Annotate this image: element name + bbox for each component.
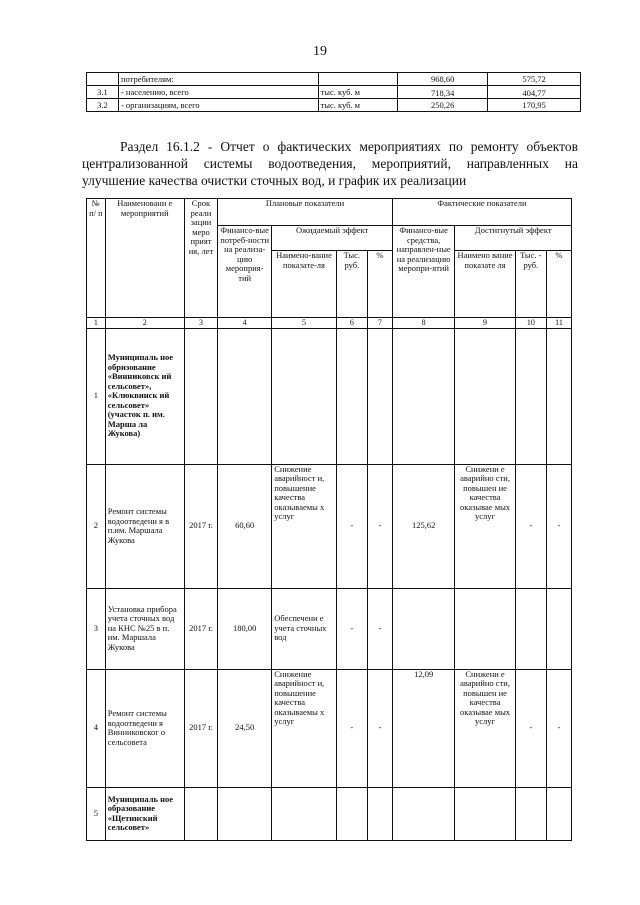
- index-cell: 4: [218, 318, 272, 329]
- top-table-row: [87, 73, 581, 86]
- cell-act-pct: [546, 328, 571, 464]
- cell-name: Муниципаль ное образование «Щетинский сельсовет»: [105, 787, 184, 840]
- header-planned: Плановые показатели: [218, 199, 393, 226]
- top-cell-name: потребителям:: [118, 73, 318, 86]
- top-cell-unit: тыс. куб. м: [318, 99, 398, 112]
- top-cell-v2: 170,95: [488, 99, 581, 112]
- page-number: 19: [313, 44, 327, 59]
- table-row: [87, 669, 572, 787]
- cell-act-rub: -: [515, 464, 546, 588]
- index-cell: 1: [87, 318, 106, 329]
- cell-num: 1: [87, 328, 106, 464]
- cell-num: 4: [87, 669, 106, 787]
- index-cell: 8: [392, 318, 454, 329]
- cell-act-pct: -: [546, 464, 571, 588]
- top-cell-v2: 404,77: [488, 86, 581, 99]
- cell-act-fin: [392, 787, 454, 840]
- cell-term: [184, 328, 217, 464]
- header-num: № п/ п: [87, 199, 106, 318]
- top-cell-num: 3.1: [87, 86, 119, 99]
- top-cell-num: [87, 73, 119, 86]
- cell-act-fin: [392, 328, 454, 464]
- top-cell-v1: 968,60: [398, 73, 488, 86]
- cell-plan-name: Снижение аварийност и, повышение качества оказываемы х услуг: [272, 464, 337, 588]
- cell-act-rub: [515, 787, 546, 840]
- cell-act-pct: [546, 588, 571, 669]
- cell-plan-rub: [336, 787, 367, 840]
- index-cell: 2: [105, 318, 184, 329]
- cell-plan-name: [272, 787, 337, 840]
- index-cell: 5: [272, 318, 337, 329]
- header-act-eff-name: Наимено вание показате ля: [455, 251, 515, 318]
- cell-plan-fin: 24,50: [218, 669, 272, 787]
- header-actual: Фактические показатели: [392, 199, 571, 226]
- top-table: [86, 72, 581, 112]
- cell-num: 5: [87, 787, 106, 840]
- header-plan-eff-rub: Тыс. руб.: [336, 251, 367, 318]
- table-row: [87, 787, 572, 840]
- cell-act-name: [455, 328, 515, 464]
- header-act-eff-pct: %: [546, 251, 571, 318]
- cell-plan-fin: [218, 787, 272, 840]
- header-act-eff-rub: Тыс. - руб.: [515, 251, 546, 318]
- header-plan-eff-pct: %: [367, 251, 392, 318]
- cell-num: 2: [87, 464, 106, 588]
- section-heading: [82, 138, 578, 189]
- table-row: [87, 328, 572, 464]
- cell-plan-pct: -: [367, 588, 392, 669]
- header-act-fin: Финансо-вые средства, направлен-ные на реализацию меропри-ятий: [392, 226, 454, 318]
- header-plan-effect: Ожидаемый эффект: [272, 226, 393, 251]
- cell-plan-fin: 180,00: [218, 588, 272, 669]
- index-row: [87, 318, 572, 329]
- header-term: Срок реали зации меро прият ия, лет: [184, 199, 217, 318]
- cell-plan-name: Обеспечени е учета сточных вод: [272, 588, 337, 669]
- cell-plan-pct: [367, 328, 392, 464]
- cell-plan-pct: -: [367, 669, 392, 787]
- cell-act-fin: 125,62: [392, 464, 454, 588]
- index-cell: 10: [515, 318, 546, 329]
- cell-act-pct: -: [546, 669, 571, 787]
- top-table-row: [87, 99, 581, 112]
- header-name: Наименовани е мероприятий: [105, 199, 184, 318]
- index-cell: 7: [367, 318, 392, 329]
- cell-plan-pct: -: [367, 464, 392, 588]
- cell-name: Ремонт системы водоотведени я в п.им. Маршала Жукова: [105, 464, 184, 588]
- header-plan-eff-name: Наимено-вание показате-ля: [272, 251, 337, 318]
- cell-act-name: Снижени е аварийно сти, повышен ие качества оказывае мых услуг: [455, 464, 515, 588]
- top-cell-v2: 575,72: [488, 73, 581, 86]
- top-cell-v1: 718,34: [398, 86, 488, 99]
- section-heading-text: Раздел 16.1.2 - Отчет о фактических мероприятиях по ремонту объектов централизованной системы водоотведения, мероприятий, направленных на улучшение качества очистки сточных вод, и график их реализации: [82, 139, 578, 188]
- index-cell: 3: [184, 318, 217, 329]
- cell-name: Установка прибора учета сточных вод на КНС №25 в п. им. Маршала Жукова: [105, 588, 184, 669]
- top-table-row: [87, 86, 581, 99]
- cell-num: 3: [87, 588, 106, 669]
- cell-term: 2017 г.: [184, 669, 217, 787]
- cell-plan-rub: -: [336, 669, 367, 787]
- cell-plan-rub: -: [336, 464, 367, 588]
- cell-act-name: [455, 787, 515, 840]
- cell-plan-fin: [218, 328, 272, 464]
- top-cell-v1: 250,26: [398, 99, 488, 112]
- cell-act-rub: [515, 588, 546, 669]
- index-cell: 11: [546, 318, 571, 329]
- cell-act-name: [455, 588, 515, 669]
- top-cell-unit: [318, 73, 398, 86]
- cell-plan-name: [272, 328, 337, 464]
- cell-plan-fin: 60,60: [218, 464, 272, 588]
- header-act-effect: Достигнутый эффект: [455, 226, 572, 251]
- cell-term: [184, 787, 217, 840]
- cell-term: 2017 г.: [184, 464, 217, 588]
- top-cell-name: - организациям, всего: [118, 99, 318, 112]
- cell-act-rub: -: [515, 669, 546, 787]
- cell-plan-pct: [367, 787, 392, 840]
- cell-act-pct: [546, 787, 571, 840]
- cell-name: Ремонт системы водоотведени я Винниковског о сельсовета: [105, 669, 184, 787]
- header-plan-fin: Финансо-вые потреб-ности на реализа-цию мероприя-тий: [218, 226, 272, 318]
- index-cell: 9: [455, 318, 515, 329]
- cell-term: 2017 г.: [184, 588, 217, 669]
- cell-act-rub: [515, 328, 546, 464]
- cell-plan-name: Снижение аварийност и, повышение качества оказываемы х услуг: [272, 669, 337, 787]
- cell-name: Муниципаль ное обризование «Винниковск ий сельсовет», «Клюквинск ий сельсовет» (участок п. им. Марша ла Жукова): [105, 328, 184, 464]
- cell-act-name: Снижени е аварийно сти, повышен ие качества оказывае мых услуг: [455, 669, 515, 787]
- cell-plan-rub: -: [336, 588, 367, 669]
- top-cell-name: - населению, всего: [118, 86, 318, 99]
- table-row: [87, 464, 572, 588]
- top-cell-unit: тыс. куб. м: [318, 86, 398, 99]
- cell-act-fin: 12,09: [392, 669, 454, 787]
- index-cell: 6: [336, 318, 367, 329]
- main-table: [86, 198, 572, 841]
- top-cell-num: 3.2: [87, 99, 119, 112]
- cell-act-fin: [392, 588, 454, 669]
- cell-plan-rub: [336, 328, 367, 464]
- table-row: [87, 588, 572, 669]
